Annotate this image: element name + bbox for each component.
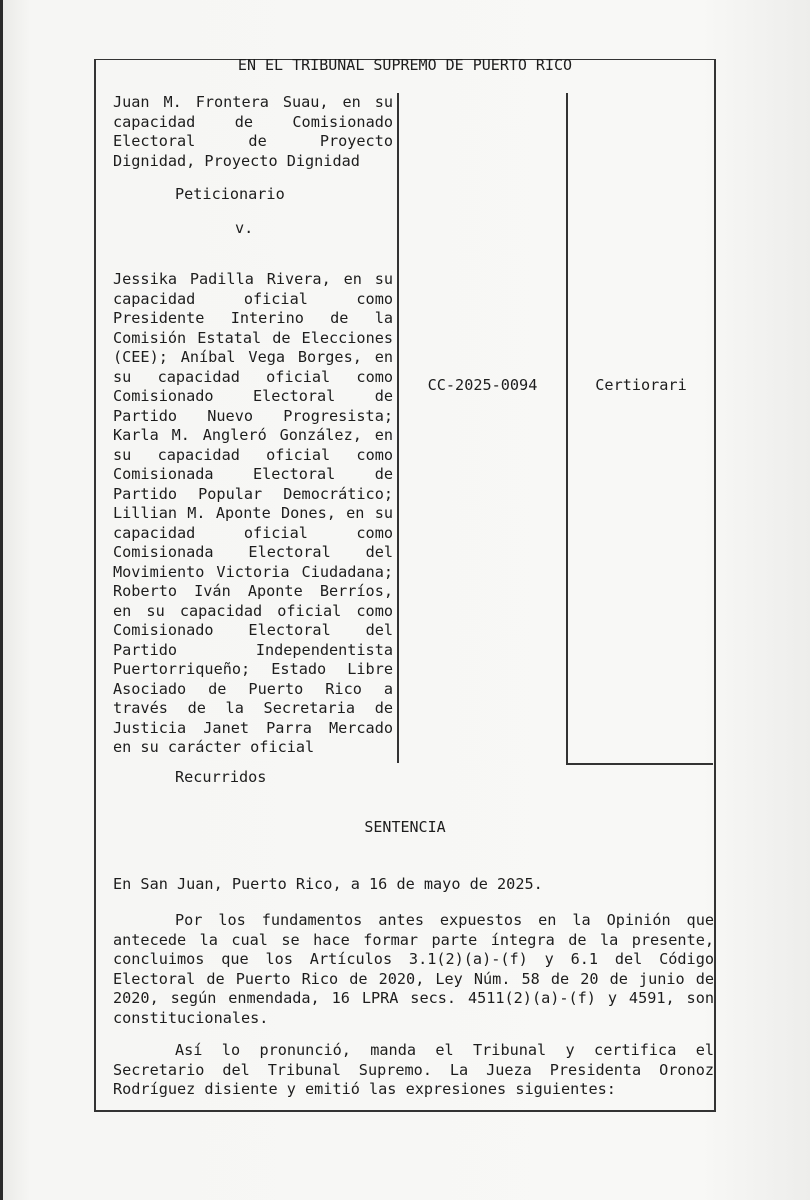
frame-bottom-border — [94, 1110, 716, 1112]
party-caption — [113, 93, 393, 787]
document-heading: SENTENCIA — [364, 818, 446, 836]
petitioner-text: Juan M. Frontera Suau, en su capacidad de Comisionado Electoral de Proyecto Dignidad, Proyecto Dignidad — [113, 93, 393, 170]
petitioner-role: Peticionario — [175, 185, 285, 203]
column-divider-2 — [566, 93, 568, 763]
body-paragraph-1: Por los fundamentos antes expuestos en la Opinión que antecede la cual se hace formar parte íntegra de la presente, concluimos que los Artículos 3.1(2)(a)-(f) y 6.1 del Código Electoral de Puerto Rico de 2020, Ley Núm. 58 de 20 de junio de 2020, según enmendada, 16 LPRA secs. 4511(2)(a)-(f) y 4591, son constitucionales. — [113, 911, 714, 1027]
court-title: EN EL TRIBUNAL SUPREMO DE PUERTO RICO — [237, 56, 573, 74]
caption-bottom-rule — [566, 763, 713, 765]
respondents-text: Jessika Padilla Rivera, en su capacidad oficial como Presidente Interino de la Comisión Estatal de Elecciones (CEE); Aníbal Vega Borges, en su capacidad oficial como Comisionado Electoral de Partido Nuevo Progresista; Karla M. Angleró González, en su capacidad oficial como Comisionada Electoral de Partido Popular Democrático; Lillian M. Aponte Dones, en su capacidad oficial como Comisionada Electoral del Movimiento Victoria Ciudadana; Roberto Iván Aponte Berríos, en su capacidad oficial como Comisionado Electoral del Partido Independentista Puertorriqueño; Estado Libre Asociado de Puerto Rico a través de la Secretaria de Justicia Janet Parra Mercado en su carácter oficial — [113, 270, 393, 756]
date-line: En San Juan, Puerto Rico, a 16 de mayo de 2025. — [113, 875, 543, 893]
body-paragraph-2: Así lo pronunció, manda el Tribunal y certifica el Secretario del Tribunal Supremo. La Jueza Presidenta Oronoz Rodríguez disiente y emitió las expresiones siguientes: — [113, 1041, 714, 1099]
versus-label: v. — [235, 218, 254, 237]
respondents-role: Recurridos — [175, 767, 267, 786]
case-type: Certiorari — [595, 376, 687, 394]
frame-left-border — [94, 59, 96, 1112]
column-divider-1 — [397, 93, 399, 763]
scan-edge-rule — [0, 0, 3, 1200]
case-number: CC-2025-0094 — [427, 376, 538, 394]
frame-right-border — [714, 59, 716, 1112]
